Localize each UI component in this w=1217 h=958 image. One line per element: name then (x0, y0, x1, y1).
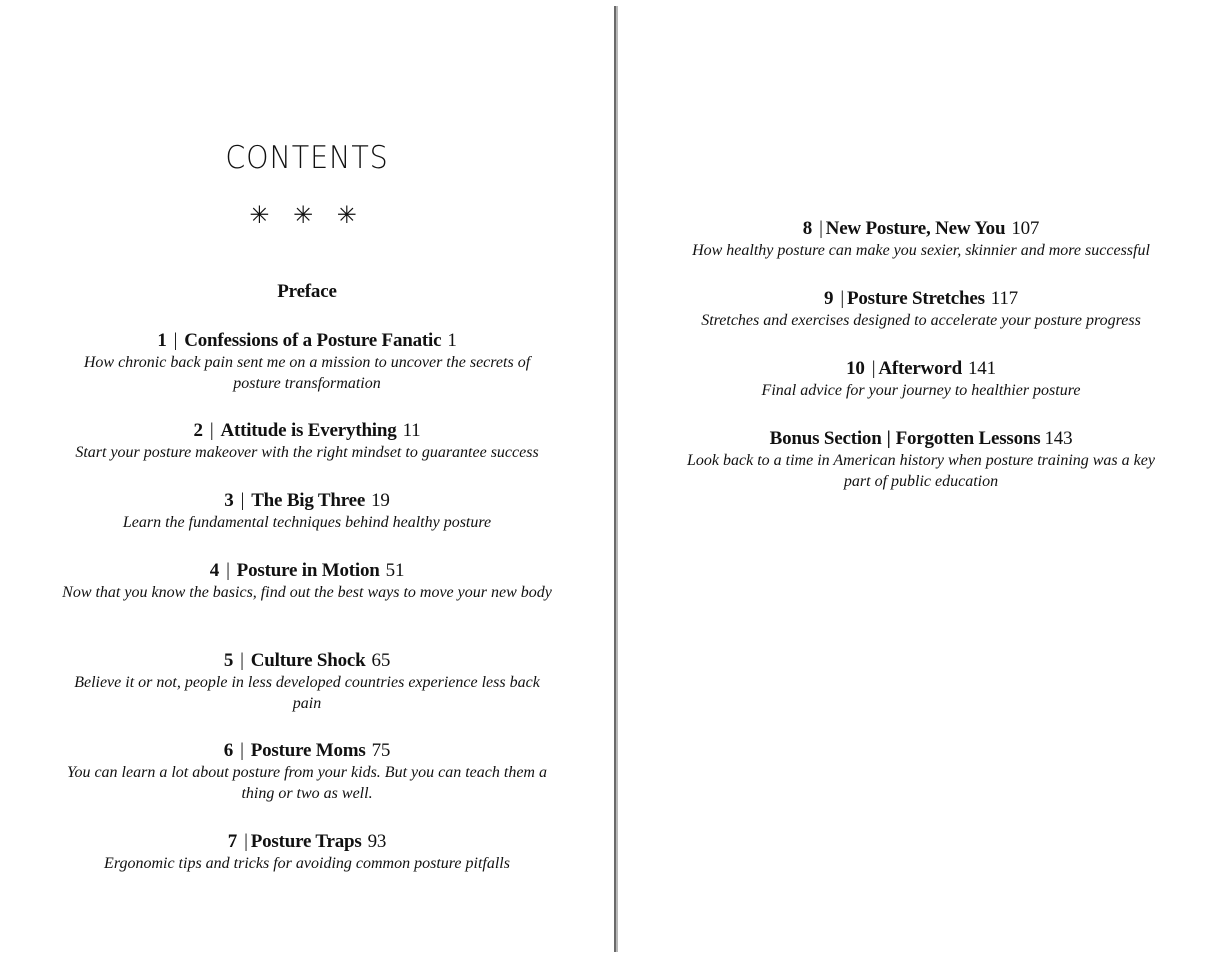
entry-heading (60, 419, 554, 443)
entry-heading (60, 329, 554, 353)
chapter-description: Now that you know the basics, find out the best ways to move your new body (62, 584, 552, 601)
chapter-number: 2 (193, 420, 203, 441)
page-number: 143 (1044, 428, 1073, 449)
toc-entry-9[interactable] (678, 287, 1164, 332)
separator: | (209, 420, 214, 441)
page-number: 93 (367, 831, 387, 852)
entry-heading (60, 489, 554, 513)
chapter-number: 7 (227, 831, 238, 852)
separator: | (886, 428, 891, 449)
chapter-title: Posture Moms (250, 740, 366, 761)
toc-entry-1[interactable] (60, 329, 554, 394)
page-number: 11 (402, 420, 421, 441)
page-number: 141 (967, 358, 996, 379)
entry-heading (678, 287, 1164, 311)
chapter-title: The Big Three (251, 490, 366, 511)
chapter-number: Bonus Section (769, 428, 882, 449)
entry-heading (60, 830, 554, 854)
page-number: 107 (1011, 218, 1040, 239)
chapter-description: How chronic back pain sent me on a mission to uncover the secrets of posture transformation (83, 354, 531, 392)
toc-entry-5[interactable] (60, 649, 554, 714)
chapter-number: 10 (846, 358, 865, 379)
chapter-title: New Posture, New You (825, 218, 1006, 239)
separator: | (226, 560, 230, 581)
toc-entry-3[interactable] (60, 489, 554, 534)
book-spine (614, 6, 618, 952)
chapter-description: Look back to a time in American history when posture training was a key part of public education (687, 452, 1155, 490)
page-number: 51 (385, 560, 405, 581)
entry-heading (678, 217, 1164, 241)
chapter-title: Culture Shock (250, 650, 366, 671)
chapter-title: Posture Stretches (846, 288, 985, 309)
entry-heading (60, 559, 554, 583)
asterisk-ornament-icon: ✳ ✳ ✳ (249, 201, 365, 229)
contents-title: CONTENTS (225, 140, 389, 176)
toc-entry-6[interactable] (60, 739, 554, 804)
page-number: 65 (371, 650, 391, 671)
chapter-number: 6 (223, 740, 234, 761)
toc-entry-2[interactable] (60, 419, 554, 464)
chapter-number: 9 (824, 288, 834, 309)
toc-entry-7[interactable] (60, 830, 554, 875)
separator: | (173, 330, 178, 351)
separator: | (240, 650, 244, 671)
toc-entry-preface[interactable] (60, 280, 554, 304)
chapter-title: Forgotten Lessons (895, 428, 1041, 449)
toc-entry-bonus[interactable] (678, 427, 1164, 492)
chapter-description: Stretches and exercises designed to accelerate your posture progress (701, 312, 1141, 329)
chapter-number: 8 (802, 218, 813, 239)
chapter-number: 1 (157, 330, 167, 351)
separator: | (871, 358, 876, 379)
chapter-description: You can learn a lot about posture from your kids. But you can teach them a thing or two as well. (67, 764, 547, 802)
chapter-title: Attitude is Everything (220, 420, 397, 441)
chapter-title: Posture Traps (250, 831, 362, 852)
entry-heading (678, 427, 1164, 451)
page-number: 19 (371, 490, 390, 511)
chapter-description: Start your posture makeover with the right mindset to guarantee success (75, 444, 539, 461)
page-number: 1 (447, 330, 457, 351)
chapter-description: Final advice for your journey to healthier posture (761, 382, 1081, 399)
entry-heading (60, 649, 554, 673)
chapter-number: 3 (224, 490, 234, 511)
entry-heading (678, 357, 1164, 381)
toc-entry-8[interactable] (678, 217, 1164, 262)
separator: | (840, 288, 844, 309)
toc-entry-4[interactable] (60, 559, 554, 604)
chapter-number: 5 (223, 650, 234, 671)
entry-heading: Preface (277, 281, 337, 302)
chapter-title: Posture in Motion (236, 560, 380, 581)
separator: | (240, 740, 244, 761)
entry-heading (60, 739, 554, 763)
chapter-number: 4 (209, 560, 220, 581)
separator: | (244, 831, 248, 852)
chapter-description: Ergonomic tips and tricks for avoiding common posture pitfalls (104, 855, 510, 872)
page-number: 75 (371, 740, 391, 761)
chapter-description: How healthy posture can make you sexier, skinnier and more successful (692, 242, 1150, 259)
chapter-description: Learn the fundamental techniques behind healthy posture (122, 514, 492, 531)
separator: | (240, 490, 245, 511)
separator: | (819, 218, 823, 239)
page-number: 117 (990, 288, 1018, 309)
chapter-description: Believe it or not, people in less developed countries experience less back pain (74, 674, 540, 712)
chapter-title: Afterword (878, 358, 962, 379)
toc-entry-10[interactable] (678, 357, 1164, 402)
chapter-title: Confessions of a Posture Fanatic (184, 330, 442, 351)
